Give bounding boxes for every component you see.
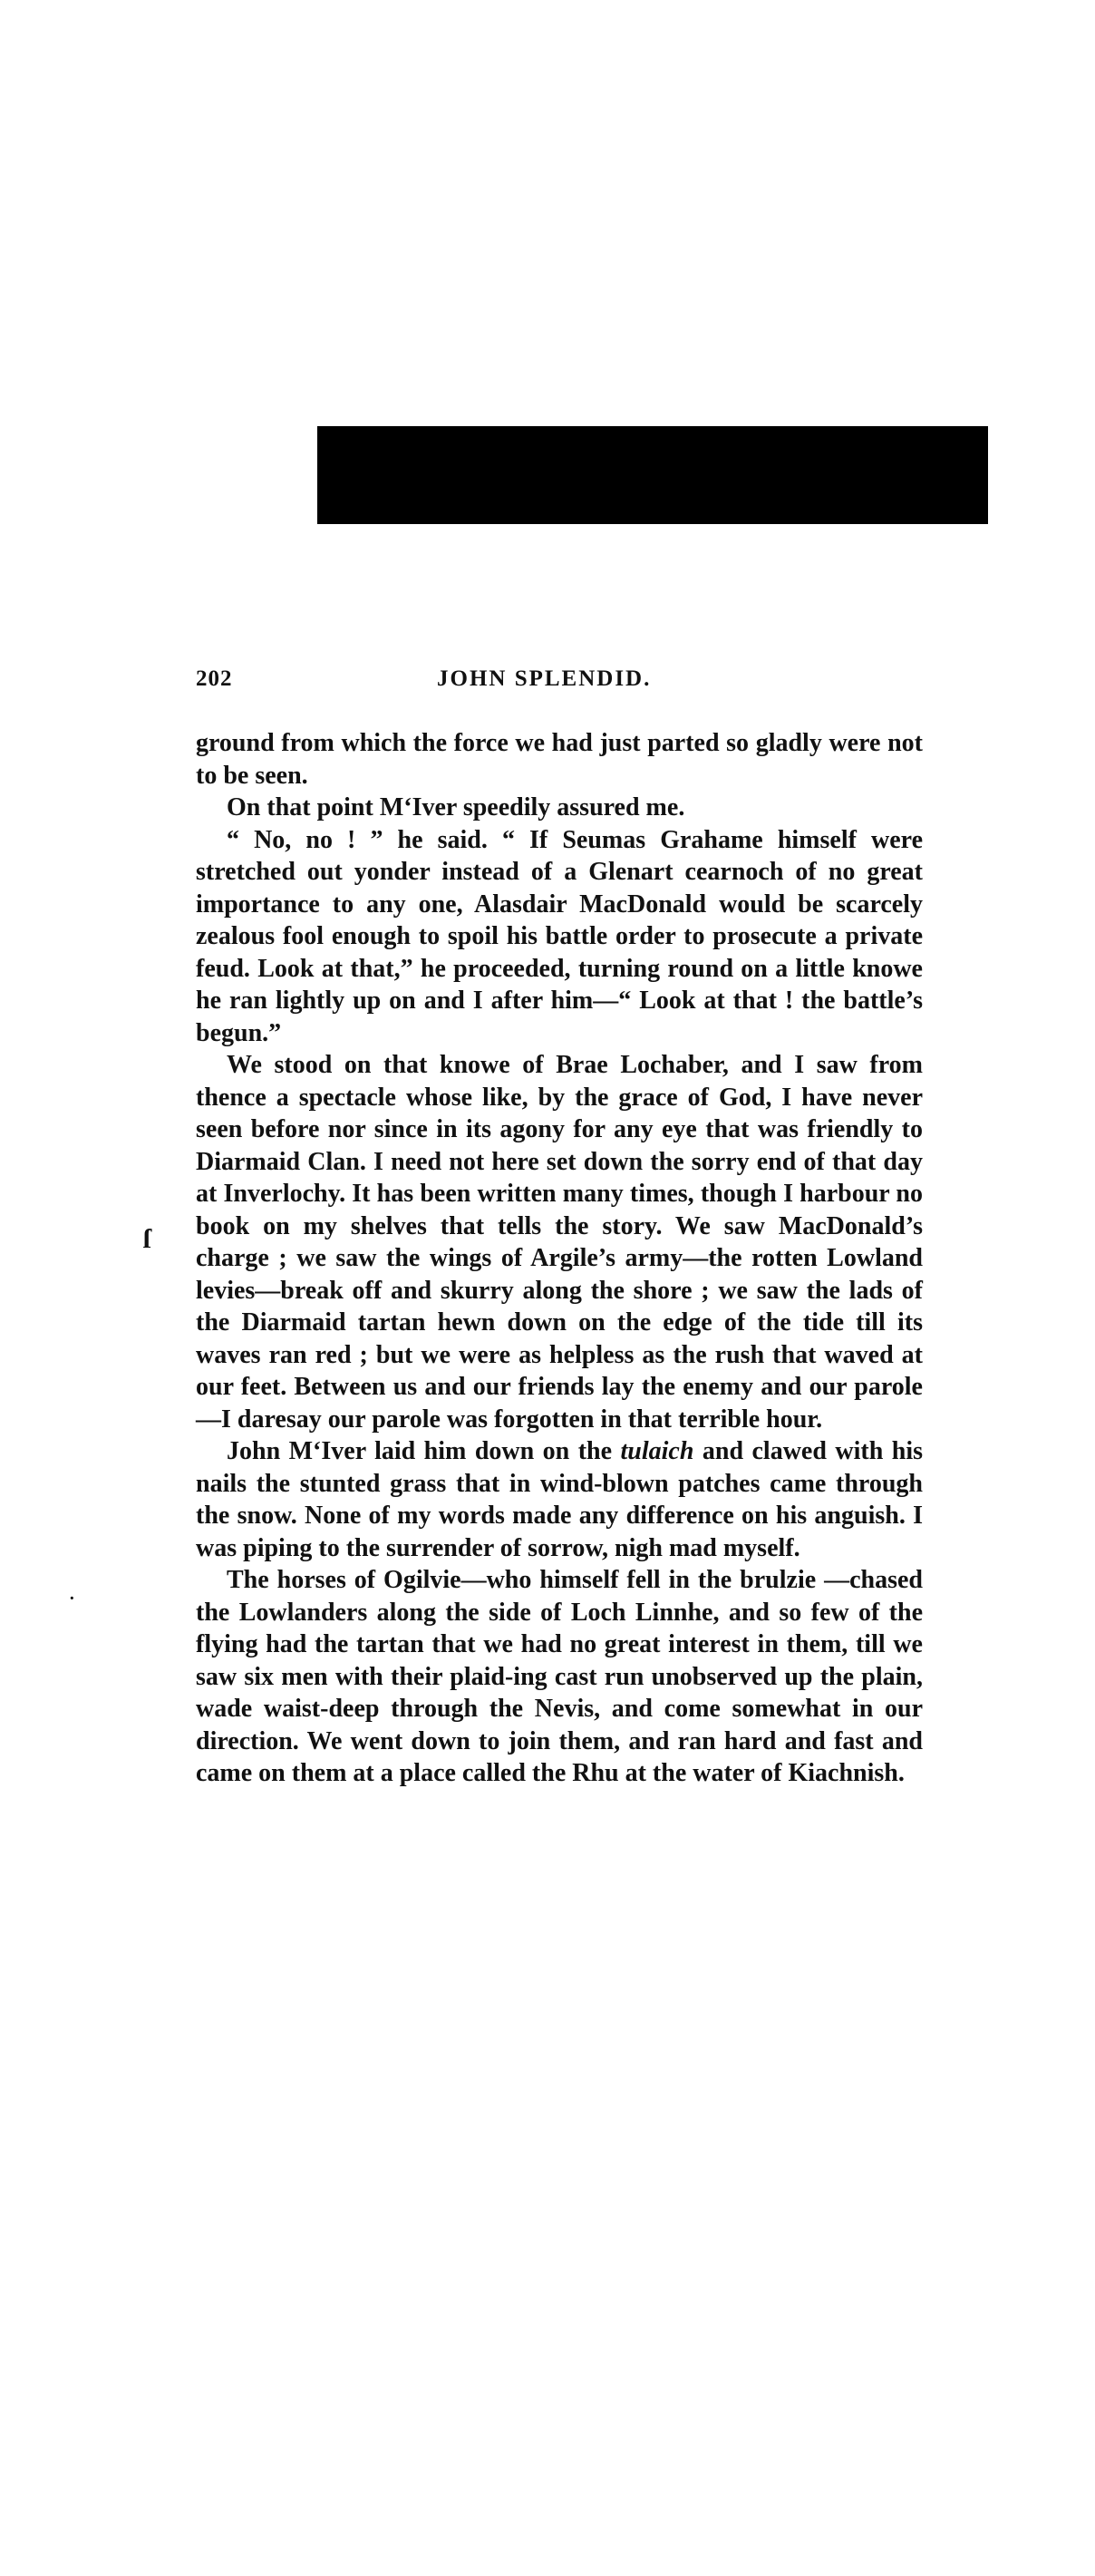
- redaction-bar: [317, 426, 988, 524]
- body-text: [196, 727, 923, 1790]
- paragraph-5: [196, 1435, 923, 1564]
- paragraph-2: On that point M‘Iver speedily assured me.: [227, 793, 685, 821]
- margin-dot: ·: [69, 1589, 75, 1609]
- margin-mark: ſ: [143, 1224, 151, 1254]
- paragraph-6: The horses of Ogilvie—who himself fell in the brulzie —chased the Lowlanders along the side of Loch Linnhe, and so few of the flying had the tartan that we had no great interest in them, till we saw six men with their plaid-ing cast run unobserved up the plain, wade waist-deep through the Nevis, and come somewhat in our direction. We went down to join them, and ran hard and fast and came on them at a place called the Rhu at the water of Kiachnish.: [196, 1566, 923, 1787]
- paragraph-3: “ No, no ! ” he said. “ If Seumas Grahame himself were stretched out yonder instead of a Glenart cearnoch of no great importance to any one, Alasdair MacDonald would be scarcely zealous fool enough to spoil his battle order to prosecute a private feud. Look at that,” he proceeded, turning round on a little knowe he ran lightly up on and I after him—“ Look at that ! the battle’s begun.”: [196, 825, 923, 1047]
- page-number: 202: [196, 666, 233, 691]
- running-title: JOHN SPLENDID.: [437, 666, 652, 691]
- italic-word: tulaich: [620, 1437, 694, 1465]
- paragraph-4: We stood on that knowe of Brae Lochaber, and I saw from thence a spectacle whose like, by the grace of God, I have never seen before nor since in its agony for any eye that was friendly to Diarmaid Clan. I need not here set down the sorry end of that day at Inverlochy. It has been written many times, though I harbour no book on my shelves that tells the story. We saw MacDonald’s charge ; we saw the wings of Argile’s army—the rotten Lowland levies—break off and skurry along the shore ; we saw the lads of the Diarmaid tartan hewn down on the edge of the tide till its waves ran red ; but we were as helpless as the rush that waved at our feet. Between us and our friends lay the enemy and our parole—I daresay our parole was forgotten in that terrible hour.: [196, 1051, 923, 1434]
- paragraph-5-text-b: and clawed with his nails the stunted grass that in wind-blown patches came through the snow. None of my words made any difference on his anguish. I was piping to the surrender of sorrow, nigh mad myself.: [196, 1437, 923, 1562]
- paragraph-5-text-a: John M‘Iver laid him down on the: [227, 1437, 621, 1465]
- paragraph-1: ground from which the force we had just parted so gladly were not to be seen.: [196, 729, 923, 790]
- running-head: [196, 666, 921, 703]
